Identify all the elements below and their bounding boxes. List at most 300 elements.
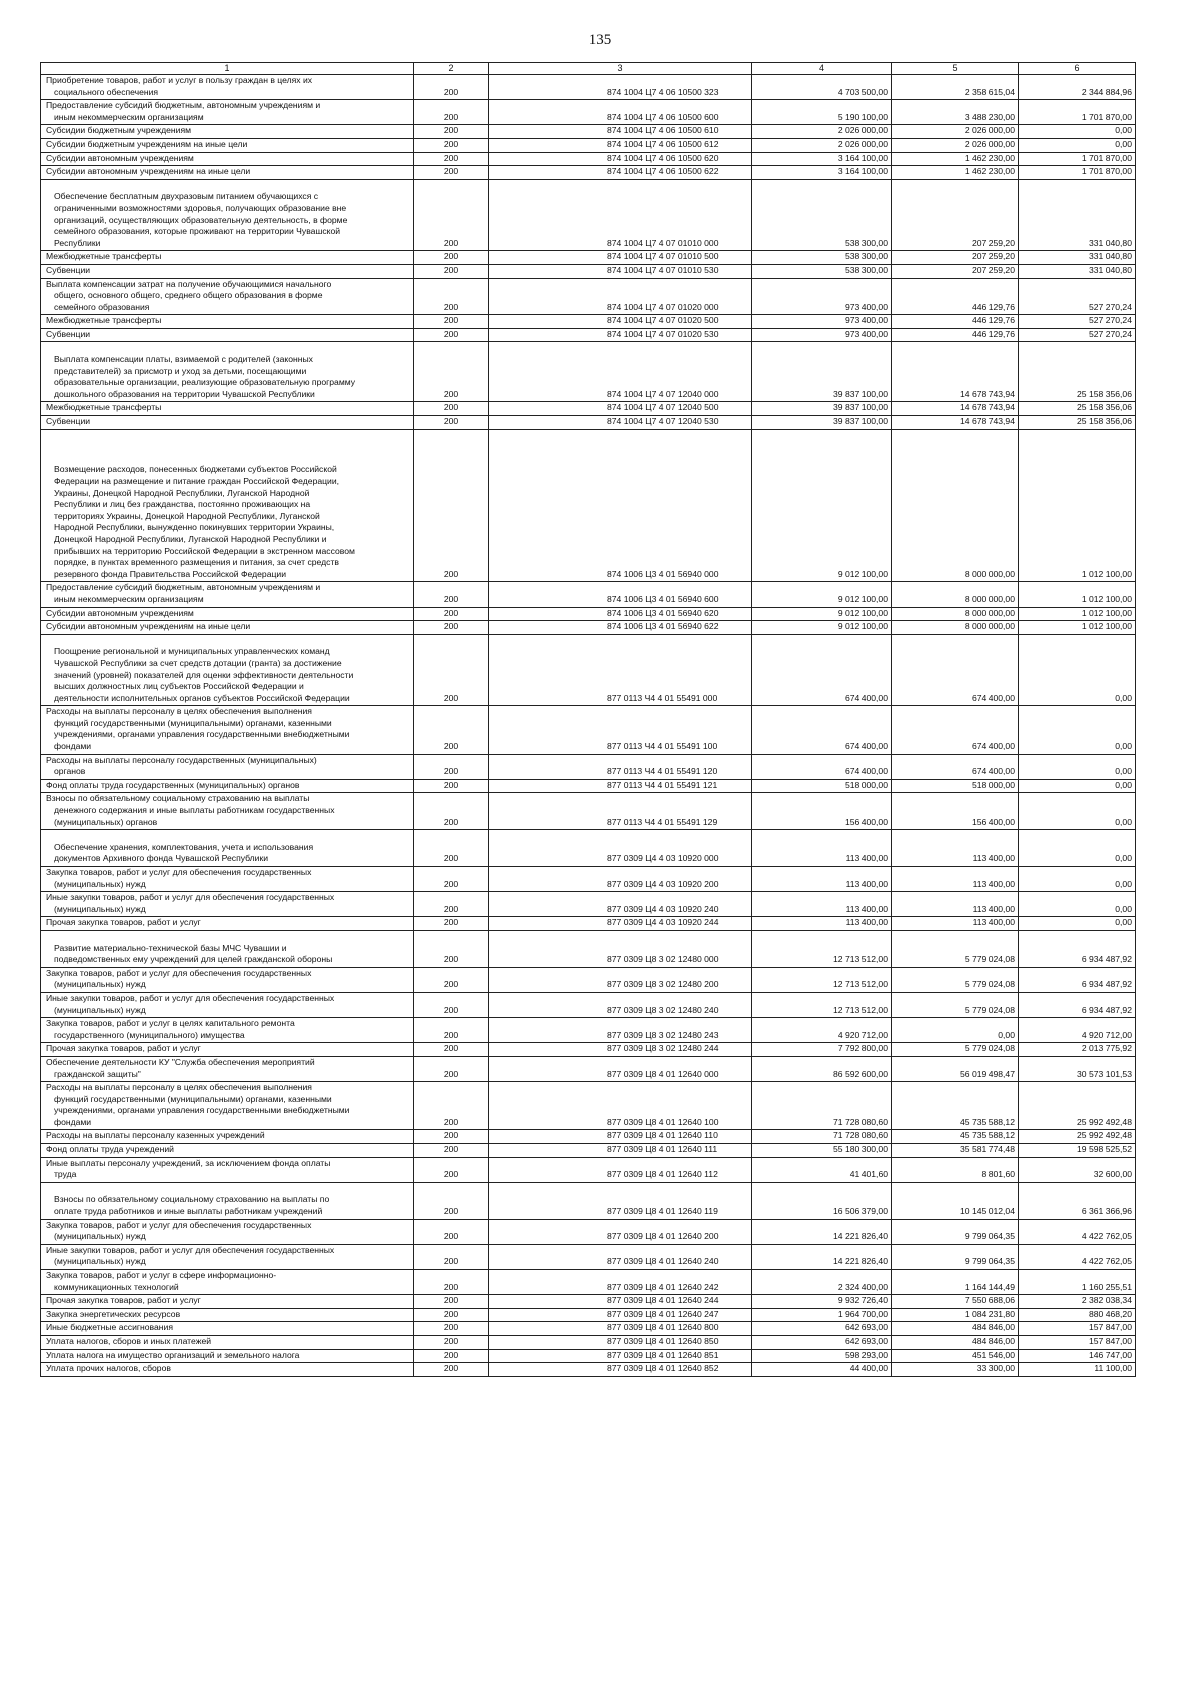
row-name-cell [41, 315, 414, 329]
row-code-cell: 200 [414, 582, 489, 607]
row-approved-cell: 9 012 100,00 [752, 621, 892, 635]
row-approved-cell: 598 293,00 [752, 1349, 892, 1363]
row-remaining-cell: 0,00 [1019, 892, 1136, 917]
table-row [41, 166, 1136, 180]
row-executed-cell: 5 779 024,08 [892, 992, 1019, 1017]
row-approved-cell: 1 964 700,00 [752, 1308, 892, 1322]
row-name-text: Развитие материально-технической базы МЧС Чувашии и подведомственных ему учреждений для целей гражданской обороны [54, 942, 333, 965]
row-name-text: Закупка товаров, работ и услуг для обеспечения государственных (муниципальных) нужд [46, 867, 312, 889]
row-code-cell: 200 [414, 867, 489, 892]
row-classification-cell: 877 0309 Ц8 3 02 12480 244 [489, 1043, 752, 1057]
row-remaining-cell: 1 160 255,51 [1019, 1270, 1136, 1295]
row-remaining-cell: 1 012 100,00 [1019, 607, 1136, 621]
row-remaining-cell: 0,00 [1019, 125, 1136, 139]
row-name-text: Иные бюджетные ассигнования [46, 1322, 174, 1333]
row-executed-cell: 8 801,60 [892, 1157, 1019, 1182]
row-classification-cell: 877 0309 Ц4 4 03 10920 000 [489, 830, 752, 867]
row-name-text: Обеспечение бесплатным двухразовым питанием обучающихся с ограниченными возможностями здоровья, получающих образование вне организаций, осуществляющих образовательную деятельность, в форме семейного образования, которые проживают на территории Чувашской Республики [54, 191, 348, 248]
column-header: 6 [1019, 63, 1136, 75]
row-name-text: Фонд оплаты труда государственных (муниципальных) органов [46, 779, 300, 790]
table-row [41, 1270, 1136, 1295]
table-row [41, 328, 1136, 342]
row-classification-cell: 877 0113 Ч4 4 01 55491 120 [489, 754, 752, 779]
row-executed-cell: 207 259,20 [892, 251, 1019, 265]
row-remaining-cell: 25 992 492,48 [1019, 1082, 1136, 1130]
row-name-cell [41, 1322, 414, 1336]
table-row [41, 138, 1136, 152]
table-row [41, 1363, 1136, 1377]
table-row [41, 429, 1136, 582]
row-code-cell: 200 [414, 1322, 489, 1336]
row-classification-cell: 874 1004 Ц7 4 07 01020 530 [489, 328, 752, 342]
row-remaining-cell: 6 934 487,92 [1019, 930, 1136, 967]
row-name-text: Уплата налога на имущество организаций и земельного налога [46, 1349, 300, 1360]
row-classification-cell: 874 1004 Ц7 4 06 10500 323 [489, 75, 752, 100]
row-executed-cell: 35 581 774,48 [892, 1144, 1019, 1158]
row-code-cell: 200 [414, 166, 489, 180]
row-classification-cell: 877 0309 Ц8 4 01 12640 200 [489, 1219, 752, 1244]
row-code-cell: 200 [414, 1219, 489, 1244]
row-approved-cell: 113 400,00 [752, 892, 892, 917]
row-name-text: Закупка товаров, работ и услуг для обеспечения государственных (муниципальных) нужд [46, 967, 312, 990]
column-header: 5 [892, 63, 1019, 75]
row-executed-cell: 10 145 012,04 [892, 1182, 1019, 1219]
page-number: 135 [588, 32, 612, 48]
row-classification-cell: 874 1004 Ц7 4 06 10500 612 [489, 138, 752, 152]
row-approved-cell: 518 000,00 [752, 779, 892, 793]
row-name-cell [41, 416, 414, 430]
row-approved-cell: 538 300,00 [752, 251, 892, 265]
row-classification-cell: 877 0309 Ц8 4 01 12640 100 [489, 1082, 752, 1130]
row-code-cell: 200 [414, 1349, 489, 1363]
row-name-cell [41, 251, 414, 265]
row-executed-cell: 45 735 588,12 [892, 1130, 1019, 1144]
row-classification-cell: 874 1004 Ц7 4 07 01020 500 [489, 315, 752, 329]
row-classification-cell: 877 0309 Ц8 4 01 12640 119 [489, 1182, 752, 1219]
row-approved-cell: 41 401,60 [752, 1157, 892, 1182]
row-approved-cell: 642 693,00 [752, 1335, 892, 1349]
row-name-cell [41, 1130, 414, 1144]
column-header: 1 [41, 63, 414, 75]
row-name-cell [41, 582, 414, 607]
row-name-text: Расходы на выплаты персоналу в целях обеспечения выполнения функций государственными (муниципальными) органами, казенными учреждениями, органами управления государственными внебюджетными фондами [46, 1082, 350, 1127]
row-code-cell: 200 [414, 607, 489, 621]
row-approved-cell: 9 012 100,00 [752, 429, 892, 582]
row-classification-cell: 874 1004 Ц7 4 07 01010 530 [489, 264, 752, 278]
row-approved-cell: 973 400,00 [752, 278, 892, 315]
row-approved-cell: 3 164 100,00 [752, 152, 892, 166]
row-name-cell [41, 1082, 414, 1130]
row-name-cell [41, 1157, 414, 1182]
row-name-text: Прочая закупка товаров, работ и услуг [46, 1295, 201, 1306]
row-classification-cell: 877 0309 Ц8 3 02 12480 200 [489, 967, 752, 992]
row-approved-cell: 4 920 712,00 [752, 1018, 892, 1043]
row-approved-cell: 113 400,00 [752, 830, 892, 867]
row-code-cell: 200 [414, 152, 489, 166]
row-code-cell: 200 [414, 1270, 489, 1295]
row-name-cell [41, 967, 414, 992]
row-remaining-cell: 0,00 [1019, 779, 1136, 793]
row-remaining-cell: 2 013 775,92 [1019, 1043, 1136, 1057]
row-code-cell: 200 [414, 930, 489, 967]
table-row [41, 917, 1136, 931]
row-executed-cell: 113 400,00 [892, 917, 1019, 931]
row-name-cell [41, 1144, 414, 1158]
row-executed-cell: 5 779 024,08 [892, 1043, 1019, 1057]
row-code-cell: 200 [414, 342, 489, 402]
row-remaining-cell: 32 600,00 [1019, 1157, 1136, 1182]
row-executed-cell: 1 084 231,80 [892, 1308, 1019, 1322]
row-name-text: Закупка товаров, работ и услуг в целях капитального ремонта государственного (муниципального) имущества [46, 1018, 295, 1040]
row-approved-cell: 3 164 100,00 [752, 166, 892, 180]
row-classification-cell: 874 1004 Ц7 4 07 12040 000 [489, 342, 752, 402]
table-row [41, 416, 1136, 430]
row-name-cell [41, 1335, 414, 1349]
row-approved-cell: 973 400,00 [752, 328, 892, 342]
row-classification-cell: 874 1006 Ц3 4 01 56940 600 [489, 582, 752, 607]
row-remaining-cell: 331 040,80 [1019, 264, 1136, 278]
row-classification-cell: 874 1004 Ц7 4 07 12040 530 [489, 416, 752, 430]
row-code-cell: 200 [414, 251, 489, 265]
row-remaining-cell: 4 920 712,00 [1019, 1018, 1136, 1043]
table-row [41, 967, 1136, 992]
row-executed-cell: 113 400,00 [892, 867, 1019, 892]
row-classification-cell: 877 0309 Ц8 4 01 12640 242 [489, 1270, 752, 1295]
row-approved-cell: 2 324 400,00 [752, 1270, 892, 1295]
row-classification-cell: 874 1006 Ц3 4 01 56940 620 [489, 607, 752, 621]
row-approved-cell: 674 400,00 [752, 634, 892, 706]
row-code-cell: 200 [414, 992, 489, 1017]
row-name-text: Субвенции [46, 416, 91, 427]
row-code-cell: 200 [414, 100, 489, 125]
row-code-cell: 200 [414, 1056, 489, 1081]
row-executed-cell: 5 779 024,08 [892, 930, 1019, 967]
row-executed-cell: 484 846,00 [892, 1335, 1019, 1349]
row-name-text: Иные выплаты персоналу учреждений, за исключением фонда оплаты труда [46, 1157, 331, 1180]
row-remaining-cell: 0,00 [1019, 830, 1136, 867]
table-row [41, 830, 1136, 867]
row-remaining-cell: 4 422 762,05 [1019, 1244, 1136, 1269]
row-name-text: Межбюджетные трансферты [46, 251, 162, 262]
row-remaining-cell: 19 598 525,52 [1019, 1144, 1136, 1158]
column-number-header [41, 63, 1136, 75]
row-executed-cell: 9 799 064,35 [892, 1244, 1019, 1269]
table-row [41, 342, 1136, 402]
row-classification-cell: 874 1004 Ц7 4 06 10500 622 [489, 166, 752, 180]
table-row [41, 582, 1136, 607]
row-remaining-cell: 157 847,00 [1019, 1335, 1136, 1349]
row-remaining-cell: 527 270,24 [1019, 315, 1136, 329]
row-code-cell: 200 [414, 892, 489, 917]
row-name-cell [41, 917, 414, 931]
row-remaining-cell: 25 992 492,48 [1019, 1130, 1136, 1144]
row-approved-cell: 113 400,00 [752, 917, 892, 931]
row-name-cell [41, 179, 414, 251]
row-name-cell [41, 1363, 414, 1377]
table-row [41, 278, 1136, 315]
row-approved-cell: 642 693,00 [752, 1322, 892, 1336]
row-name-text: Субсидии автономным учреждениям [46, 607, 194, 618]
row-name-cell [41, 1043, 414, 1057]
table-row [41, 1335, 1136, 1349]
row-code-cell: 200 [414, 179, 489, 251]
row-name-text: Межбюджетные трансферты [46, 315, 162, 326]
table-row [41, 754, 1136, 779]
row-name-cell [41, 166, 414, 180]
row-executed-cell: 113 400,00 [892, 830, 1019, 867]
row-name-cell [41, 138, 414, 152]
row-executed-cell: 7 550 688,06 [892, 1295, 1019, 1309]
row-approved-cell: 71 728 080,60 [752, 1082, 892, 1130]
column-header: 3 [489, 63, 752, 75]
row-approved-cell: 9 012 100,00 [752, 607, 892, 621]
row-approved-cell: 55 180 300,00 [752, 1144, 892, 1158]
row-remaining-cell: 0,00 [1019, 754, 1136, 779]
table-row [41, 315, 1136, 329]
row-code-cell: 200 [414, 917, 489, 931]
row-code-cell: 200 [414, 621, 489, 635]
row-classification-cell: 877 0309 Ц8 4 01 12640 111 [489, 1144, 752, 1158]
row-approved-cell: 538 300,00 [752, 179, 892, 251]
table-row [41, 1219, 1136, 1244]
row-code-cell: 200 [414, 1130, 489, 1144]
row-classification-cell: 877 0309 Ц8 4 01 12640 852 [489, 1363, 752, 1377]
row-executed-cell: 518 000,00 [892, 779, 1019, 793]
row-name-text: Уплата прочих налогов, сборов [46, 1363, 171, 1374]
row-classification-cell: 877 0309 Ц8 3 02 12480 240 [489, 992, 752, 1017]
row-name-text: Обеспечение хранения, комплектования, учета и использования документов Архивного фонда Чувашской Республики [54, 841, 314, 864]
row-name-text: Субвенции [46, 264, 91, 275]
row-name-cell [41, 429, 414, 582]
row-name-text: Расходы на выплаты персоналу в целях обеспечения выполнения функций государственными (муниципальными) органами, казенными учреждениями, органами управления государственными внебюджетными фондами [46, 706, 350, 752]
row-code-cell: 200 [414, 328, 489, 342]
row-remaining-cell: 4 422 762,05 [1019, 1219, 1136, 1244]
row-remaining-cell: 527 270,24 [1019, 278, 1136, 315]
row-executed-cell: 8 000 000,00 [892, 607, 1019, 621]
row-name-text: Иные закупки товаров, работ и услуг для обеспечения государственных (муниципальных) нужд [46, 892, 335, 914]
table-row [41, 992, 1136, 1017]
row-classification-cell: 874 1006 Ц3 4 01 56940 622 [489, 621, 752, 635]
row-classification-cell: 877 0309 Ц8 4 01 12640 110 [489, 1130, 752, 1144]
row-approved-cell: 5 190 100,00 [752, 100, 892, 125]
row-classification-cell: 874 1004 Ц7 4 07 01010 000 [489, 179, 752, 251]
row-remaining-cell: 0,00 [1019, 706, 1136, 754]
row-code-cell: 200 [414, 634, 489, 706]
row-name-text: Взносы по обязательному социальному страхованию на выплаты по оплате труда работников и иные выплаты работникам учреждений [54, 1194, 330, 1217]
row-name-text: Прочая закупка товаров, работ и услуг [46, 917, 201, 928]
row-executed-cell: 8 000 000,00 [892, 429, 1019, 582]
row-code-cell: 200 [414, 1182, 489, 1219]
row-remaining-cell: 880 468,20 [1019, 1308, 1136, 1322]
row-remaining-cell: 0,00 [1019, 793, 1136, 830]
row-classification-cell: 877 0309 Ц4 4 03 10920 240 [489, 892, 752, 917]
row-name-cell [41, 1244, 414, 1269]
row-remaining-cell: 25 158 356,06 [1019, 402, 1136, 416]
row-classification-cell: 877 0113 Ч4 4 01 55491 129 [489, 793, 752, 830]
row-code-cell: 200 [414, 1295, 489, 1309]
row-executed-cell: 446 129,76 [892, 278, 1019, 315]
row-approved-cell: 14 221 826,40 [752, 1219, 892, 1244]
row-approved-cell: 44 400,00 [752, 1363, 892, 1377]
row-name-text: Расходы на выплаты персоналу государственных (муниципальных) органов [46, 754, 317, 777]
row-executed-cell: 14 678 743,94 [892, 402, 1019, 416]
row-classification-cell: 877 0309 Ц8 3 02 12480 000 [489, 930, 752, 967]
row-code-cell: 200 [414, 416, 489, 430]
row-remaining-cell: 331 040,80 [1019, 179, 1136, 251]
row-remaining-cell: 1 701 870,00 [1019, 166, 1136, 180]
table-row [41, 75, 1136, 100]
row-name-cell [41, 402, 414, 416]
row-executed-cell: 8 000 000,00 [892, 582, 1019, 607]
row-name-text: Уплата налогов, сборов и иных платежей [46, 1335, 212, 1346]
row-classification-cell: 874 1004 Ц7 4 07 12040 500 [489, 402, 752, 416]
row-approved-cell: 2 026 000,00 [752, 125, 892, 139]
table-row [41, 892, 1136, 917]
row-remaining-cell: 331 040,80 [1019, 251, 1136, 265]
row-name-text: Приобретение товаров, работ и услуг в пользу граждан в целях их социального обеспечения [46, 75, 313, 97]
row-remaining-cell: 1 701 870,00 [1019, 100, 1136, 125]
table-row [41, 930, 1136, 967]
row-remaining-cell: 2 344 884,96 [1019, 75, 1136, 100]
row-approved-cell: 538 300,00 [752, 264, 892, 278]
row-code-cell: 200 [414, 1082, 489, 1130]
row-code-cell: 200 [414, 138, 489, 152]
row-classification-cell: 874 1004 Ц7 4 07 01020 000 [489, 278, 752, 315]
row-classification-cell: 877 0309 Ц8 4 01 12640 850 [489, 1335, 752, 1349]
row-executed-cell: 14 678 743,94 [892, 416, 1019, 430]
row-classification-cell: 877 0113 Ч4 4 01 55491 100 [489, 706, 752, 754]
row-executed-cell: 0,00 [892, 1018, 1019, 1043]
row-executed-cell: 1 462 230,00 [892, 166, 1019, 180]
table-row [41, 251, 1136, 265]
row-remaining-cell: 30 573 101,53 [1019, 1056, 1136, 1081]
row-executed-cell: 3 488 230,00 [892, 100, 1019, 125]
row-code-cell: 200 [414, 706, 489, 754]
table-row [41, 779, 1136, 793]
row-name-text: Субсидии автономным учреждениям на иные цели [46, 166, 251, 177]
row-code-cell: 200 [414, 429, 489, 582]
row-name-cell [41, 892, 414, 917]
row-approved-cell: 71 728 080,60 [752, 1130, 892, 1144]
table-row [41, 1144, 1136, 1158]
row-code-cell: 200 [414, 1018, 489, 1043]
table-row [41, 1182, 1136, 1219]
row-name-cell [41, 634, 414, 706]
row-executed-cell: 113 400,00 [892, 892, 1019, 917]
table-row [41, 1157, 1136, 1182]
table-row [41, 621, 1136, 635]
row-classification-cell: 874 1004 Ц7 4 06 10500 600 [489, 100, 752, 125]
row-name-text: Прочая закупка товаров, работ и услуг [46, 1043, 201, 1054]
row-executed-cell: 1 164 144,49 [892, 1270, 1019, 1295]
row-approved-cell: 12 713 512,00 [752, 967, 892, 992]
row-classification-cell: 877 0309 Ц8 4 01 12640 851 [489, 1349, 752, 1363]
row-approved-cell: 12 713 512,00 [752, 992, 892, 1017]
row-remaining-cell: 2 382 038,34 [1019, 1295, 1136, 1309]
row-approved-cell: 4 703 500,00 [752, 75, 892, 100]
row-executed-cell: 207 259,20 [892, 264, 1019, 278]
row-remaining-cell: 6 934 487,92 [1019, 992, 1136, 1017]
row-classification-cell: 877 0113 Ч4 4 01 55491 000 [489, 634, 752, 706]
row-code-cell: 200 [414, 1363, 489, 1377]
row-executed-cell: 2 026 000,00 [892, 138, 1019, 152]
row-name-text: Закупка товаров, работ и услуг в сфере информационно- коммуникационных технологий [46, 1270, 277, 1292]
row-code-cell: 200 [414, 1144, 489, 1158]
table-row [41, 1043, 1136, 1057]
row-name-text: Межбюджетные трансферты [46, 402, 162, 413]
row-remaining-cell: 0,00 [1019, 634, 1136, 706]
row-name-text: Возмещение расходов, понесенных бюджетами субъектов Российской Федерации на размещение и питание граждан Российской Федерации, Украины, Донецкой Народной Республики, Луганской Народной Республики и лиц без гражданства, постоянно проживающих на территориях Украины, Донецкой Народной Республики, Луганской Народной Республики, вынужденно покинувших территории Украины, Донецкой Народной Республики, Луганской Народной Республики и прибывших на территорию Российской Федерации в экстренном массовом порядке, в пунктах временного размещения и питания, за счет средств резервного фонда Правительства Российской Федерации [54, 464, 355, 579]
row-name-cell [41, 1018, 414, 1043]
row-name-cell [41, 100, 414, 125]
row-remaining-cell: 0,00 [1019, 917, 1136, 931]
row-name-text: Закупка товаров, работ и услуг для обеспечения государственных (муниципальных) нужд [46, 1219, 312, 1242]
table-row [41, 867, 1136, 892]
row-remaining-cell: 1 012 100,00 [1019, 582, 1136, 607]
row-code-cell: 200 [414, 125, 489, 139]
table-row [41, 100, 1136, 125]
row-remaining-cell: 1 012 100,00 [1019, 429, 1136, 582]
row-approved-cell: 674 400,00 [752, 754, 892, 779]
row-remaining-cell: 1 012 100,00 [1019, 621, 1136, 635]
row-code-cell: 200 [414, 793, 489, 830]
row-name-cell [41, 621, 414, 635]
table-row [41, 634, 1136, 706]
table-row [41, 1130, 1136, 1144]
row-executed-cell: 45 735 588,12 [892, 1082, 1019, 1130]
row-code-cell: 200 [414, 1043, 489, 1057]
row-approved-cell: 156 400,00 [752, 793, 892, 830]
table-row [41, 1244, 1136, 1269]
row-classification-cell: 877 0309 Ц8 4 01 12640 240 [489, 1244, 752, 1269]
row-executed-cell: 2 358 615,04 [892, 75, 1019, 100]
row-name-text: Закупка энергетических ресурсов [46, 1308, 181, 1319]
table-row [41, 1056, 1136, 1081]
row-classification-cell: 874 1004 Ц7 4 06 10500 610 [489, 125, 752, 139]
row-name-cell [41, 779, 414, 793]
row-code-cell: 200 [414, 402, 489, 416]
row-executed-cell: 674 400,00 [892, 706, 1019, 754]
row-code-cell: 200 [414, 278, 489, 315]
row-executed-cell: 5 779 024,08 [892, 967, 1019, 992]
table-row [41, 179, 1136, 251]
row-classification-cell: 877 0309 Ц4 4 03 10920 200 [489, 867, 752, 892]
row-remaining-cell: 6 934 487,92 [1019, 967, 1136, 992]
row-name-cell [41, 125, 414, 139]
row-name-cell [41, 1308, 414, 1322]
row-name-cell [41, 754, 414, 779]
table-row [41, 793, 1136, 830]
row-code-cell: 200 [414, 754, 489, 779]
row-name-text: Субсидии бюджетным учреждениям на иные цели [46, 138, 248, 149]
table-row [41, 706, 1136, 754]
row-executed-cell: 33 300,00 [892, 1363, 1019, 1377]
row-remaining-cell: 25 158 356,06 [1019, 342, 1136, 402]
row-name-text: Субсидии автономным учреждениям [46, 152, 194, 163]
row-remaining-cell: 527 270,24 [1019, 328, 1136, 342]
row-executed-cell: 484 846,00 [892, 1322, 1019, 1336]
row-executed-cell: 1 462 230,00 [892, 152, 1019, 166]
row-name-cell [41, 930, 414, 967]
row-approved-cell: 9 932 726,40 [752, 1295, 892, 1309]
row-name-cell [41, 328, 414, 342]
row-approved-cell: 2 026 000,00 [752, 138, 892, 152]
row-code-cell: 200 [414, 264, 489, 278]
table-row [41, 607, 1136, 621]
row-approved-cell: 16 506 379,00 [752, 1182, 892, 1219]
row-remaining-cell: 11 100,00 [1019, 1363, 1136, 1377]
row-approved-cell: 674 400,00 [752, 706, 892, 754]
